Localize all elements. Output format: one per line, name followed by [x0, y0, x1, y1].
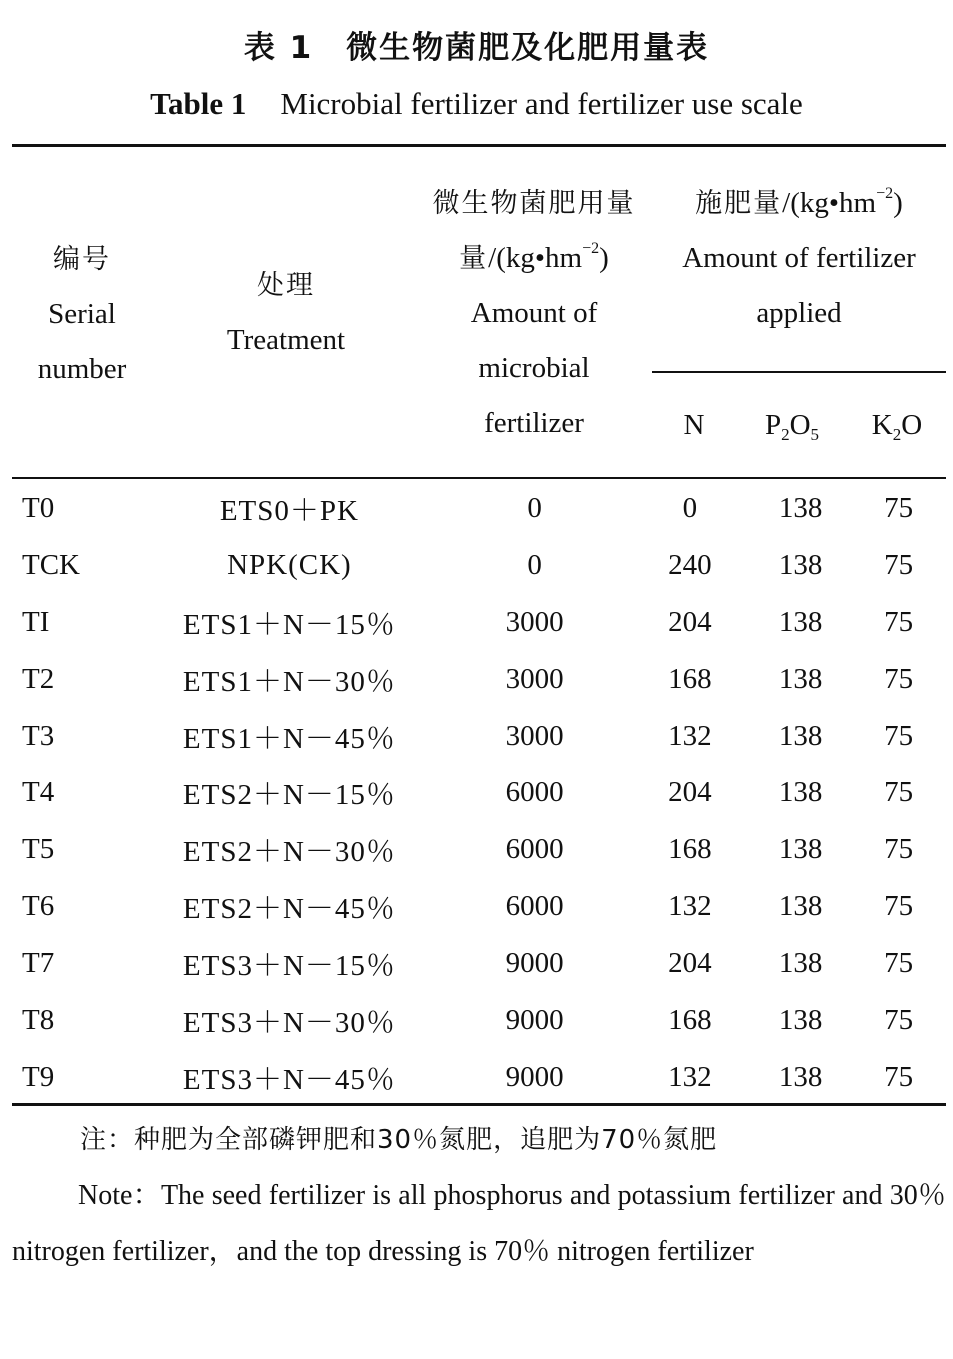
table-cell: 75 — [884, 947, 914, 980]
table-cell: T5 — [22, 833, 55, 866]
table-cell: 3000 — [505, 605, 564, 638]
note-en: Note：The seed fertilizer is all phosphorus and potassium fertilizer and 30％ nitrogen fertilizer，and the top dressing is 70％ nitrogen fertilizer — [12, 1180, 946, 1267]
table-cell: 138 — [778, 776, 823, 809]
table-cell: ETS1＋N－30％ — [182, 665, 396, 698]
table-cell: 0 — [527, 491, 542, 524]
header-k2o: $K_2O$ — [871, 409, 923, 444]
table-row — [12, 537, 946, 594]
table-cell: 0 — [527, 548, 542, 581]
header-microbial-cn: 微生物菌肥用量 — [432, 188, 636, 219]
table-cell: 132 — [668, 1060, 712, 1093]
table-cell: 3000 — [505, 719, 564, 752]
header-p2o5: $P_2O_5$ — [764, 409, 820, 444]
table-cell: 9000 — [505, 1060, 564, 1093]
table-title-en — [0, 86, 953, 122]
table-cell: 75 — [884, 1060, 914, 1093]
header-fertilizer-unit: 施肥量$/(kg•hm^{-2})$ — [695, 185, 903, 219]
table-cell: T7 — [22, 947, 55, 980]
table-label: Table 1 — [150, 86, 247, 121]
table-row — [12, 878, 946, 935]
table-caption: Microbial fertilizer and fertilizer use scale — [280, 86, 803, 121]
table-cell: ETS2＋N－30％ — [182, 836, 396, 869]
table-cell: 9000 — [505, 1003, 564, 1036]
table-cell: 168 — [668, 833, 712, 866]
header-fertilizer — [652, 176, 946, 341]
table-cell: 75 — [884, 833, 914, 866]
table-cell: 204 — [668, 605, 712, 638]
table-row — [12, 480, 946, 537]
note-cn: 注：种肥为全部磷钾肥和30％氮肥，追肥为70％氮肥 — [80, 1125, 718, 1155]
table-cell: TI — [22, 605, 50, 638]
table-row — [12, 935, 946, 992]
table-cell: T2 — [22, 662, 55, 695]
table-cell: 168 — [668, 662, 712, 695]
table-cell: 138 — [778, 947, 823, 980]
table-title-cn: 表 1 微生物菌肥及化肥用量表 — [243, 30, 710, 66]
table-cell: 204 — [668, 776, 712, 809]
data-table — [12, 480, 946, 1106]
header-microbial — [424, 176, 644, 451]
table-cell: 240 — [668, 548, 712, 581]
table-cell: 75 — [884, 890, 914, 923]
table-row — [12, 821, 946, 878]
header-rule — [12, 477, 946, 479]
table-cell: 75 — [884, 776, 914, 809]
table-cell: 138 — [778, 662, 823, 695]
header-fertilizer-en: Amount of fertilizer applied — [682, 242, 916, 329]
table-cell: 138 — [778, 719, 823, 752]
table-row — [12, 708, 946, 765]
header-treatment-en: Treatment — [226, 324, 346, 356]
table-row — [12, 764, 946, 821]
table-cell: 6000 — [505, 890, 564, 923]
header-serial — [22, 232, 142, 397]
table-cell: 75 — [884, 719, 914, 752]
table-cell: T8 — [22, 1003, 55, 1036]
table-cell: ETS1＋N－15％ — [182, 608, 396, 641]
table-cell: 3000 — [505, 662, 564, 695]
table-cell: ETS0＋PK — [219, 494, 359, 527]
table-cell: 75 — [884, 605, 914, 638]
table-cell: ETS2＋N－15％ — [182, 779, 396, 812]
table-cell: 6000 — [505, 776, 564, 809]
table-cell: T6 — [22, 890, 55, 923]
table-cell: 132 — [668, 719, 712, 752]
table-row — [12, 594, 946, 651]
table-cell: TCK — [22, 548, 80, 581]
header-microbial-unit: 量$/(kg•hm^{-2})$ — [459, 240, 609, 274]
table-cell: 138 — [778, 548, 823, 581]
header-n: N — [683, 409, 705, 441]
table-cell: 138 — [778, 833, 823, 866]
table-row — [12, 1049, 946, 1106]
table-cell: T4 — [22, 776, 55, 809]
table-cell: ETS2＋N－45％ — [182, 893, 396, 926]
table-cell: T9 — [22, 1060, 55, 1093]
header-serial-cn: 编号 — [53, 244, 111, 275]
table-cell: 9000 — [505, 947, 564, 980]
table-cell: 138 — [778, 1003, 823, 1036]
table-cell: 138 — [778, 1060, 823, 1093]
table-cell: ETS1＋N－45％ — [182, 722, 396, 755]
top-rule — [12, 144, 946, 147]
table-cell: 6000 — [505, 833, 564, 866]
table-cell: T0 — [22, 491, 55, 524]
header-treatment-cn: 处理 — [257, 270, 315, 301]
table-cell: ETS3＋N－30％ — [182, 1006, 396, 1039]
table-row — [12, 992, 946, 1049]
header-subrule — [652, 371, 946, 373]
table-row — [12, 651, 946, 708]
table-cell: 138 — [778, 605, 823, 638]
table-cell: ETS3＋N－45％ — [182, 1063, 396, 1096]
table-cell: 168 — [668, 1003, 712, 1036]
header-treatment — [186, 258, 386, 368]
table-cell: 132 — [668, 890, 712, 923]
table-cell: 75 — [884, 548, 914, 581]
table-cell: 75 — [884, 491, 914, 524]
table-cell: T3 — [22, 719, 55, 752]
table-cell: 75 — [884, 1003, 914, 1036]
bottom-rule — [12, 1103, 946, 1106]
table-cell: NPK(CK) — [227, 548, 352, 581]
header-serial-en: Serial number — [37, 298, 127, 385]
table-cell: 204 — [668, 947, 712, 980]
table-cell: 138 — [778, 491, 823, 524]
table-cell: 75 — [884, 662, 914, 695]
table-cell: ETS3＋N－15％ — [182, 950, 396, 983]
header-microbial-en: Amount of microbial fertilizer — [470, 297, 598, 439]
table-cell: 138 — [778, 890, 823, 923]
table-cell: 0 — [682, 491, 698, 524]
